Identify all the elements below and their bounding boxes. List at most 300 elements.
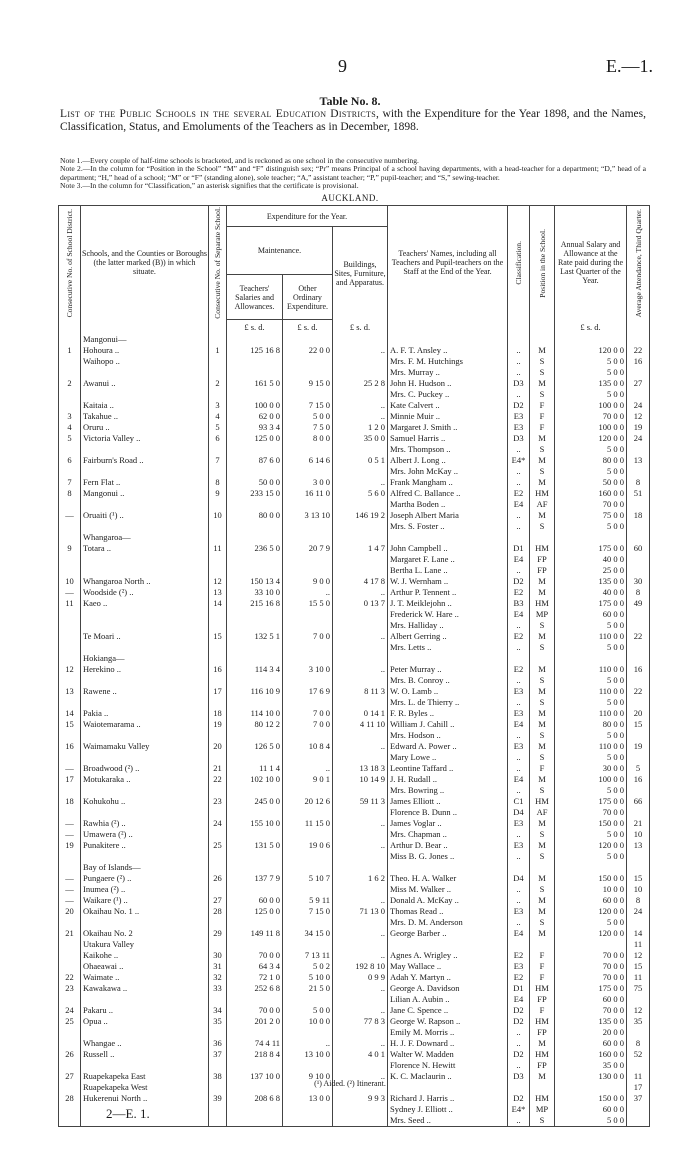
table-row (59, 389, 650, 400)
signature-mark: 2—E. 1. (106, 1106, 150, 1121)
cell-salaries (227, 620, 283, 631)
cell-salaries: 114 10 0 (227, 708, 283, 719)
cell-other-expenditure (283, 1027, 333, 1038)
cell-separate-no: 16 (209, 664, 227, 675)
cell-other-expenditure (283, 1115, 333, 1127)
page-header (0, 56, 700, 80)
cell-other-expenditure: 7 0 0 (283, 719, 333, 730)
cell-school-name: Kaikohe .. (81, 950, 209, 961)
cell-district-no: 11 (59, 598, 81, 609)
cell-annual-salary: 110 0 0 (555, 686, 627, 697)
cell-district-no: 5 (59, 433, 81, 444)
cell-salaries (227, 1060, 283, 1071)
cell-other-expenditure: 5 0 0 (283, 411, 333, 422)
cell-attendance (627, 521, 650, 532)
cell-district-no (59, 961, 81, 972)
cell-position: M (530, 873, 555, 884)
cell-other-expenditure (283, 807, 333, 818)
cell-teacher-name: Emily M. Morris .. (388, 1027, 508, 1038)
cell-other-expenditure (283, 884, 333, 895)
cell-position: M (530, 686, 555, 697)
cell-district-no: 8 (59, 488, 81, 499)
cell-annual-salary: 5 0 0 (555, 917, 627, 928)
cell-salaries (227, 862, 283, 873)
cell-salaries (227, 939, 283, 950)
table-row (59, 961, 650, 972)
cell-other-expenditure: 5 9 11 (283, 895, 333, 906)
cell-buildings: 35 0 0 (333, 433, 388, 444)
cell-other-expenditure: 5 0 2 (283, 961, 333, 972)
cell-attendance: 19 (627, 741, 650, 752)
cell-separate-no: 20 (209, 741, 227, 752)
cell-classification: .. (508, 895, 530, 906)
cell-separate-no (209, 675, 227, 686)
cell-position: F (530, 972, 555, 983)
cell-attendance (627, 785, 650, 796)
cell-separate-no: 18 (209, 708, 227, 719)
cell-attendance: 21 (627, 818, 650, 829)
cell-annual-salary (555, 532, 627, 543)
cell-separate-no (209, 1115, 227, 1127)
cell-teacher-name: George Barber .. (388, 928, 508, 939)
cell-attendance: 22 (627, 631, 650, 642)
cell-other-expenditure (283, 994, 333, 1005)
cell-district-no: 28 (59, 1093, 81, 1104)
cell-other-expenditure: 7 13 11 (283, 950, 333, 961)
cell-attendance: 10 (627, 829, 650, 840)
cell-other-expenditure: 22 0 0 (283, 345, 333, 356)
cell-school-name (81, 917, 209, 928)
cell-classification: .. (508, 389, 530, 400)
cell-teacher-name: H. J. F. Downard .. (388, 1038, 508, 1049)
cell-teacher-name (388, 939, 508, 950)
cell-classification (508, 653, 530, 664)
table-row (59, 587, 650, 598)
cell-attendance: 15 (627, 961, 650, 972)
cell-school-name: Okaihau No. 1 .. (81, 906, 209, 917)
cell-teacher-name: K. C. Maclaurin .. (388, 1071, 508, 1082)
cell-attendance (627, 389, 650, 400)
cell-classification: .. (508, 521, 530, 532)
cell-annual-salary: 175 0 0 (555, 543, 627, 554)
cell-classification: E2 (508, 972, 530, 983)
cell-other-expenditure (283, 829, 333, 840)
cell-separate-no: 8 (209, 477, 227, 488)
cell-school-name: Bay of Islands— (81, 862, 209, 873)
cell-salaries (227, 642, 283, 653)
cell-attendance (627, 1060, 650, 1071)
cell-annual-salary: 25 0 0 (555, 565, 627, 576)
cell-district-no: — (59, 763, 81, 774)
table-row (59, 1049, 650, 1060)
cell-school-name (81, 521, 209, 532)
col-attendance: Average Attendance, Third Quarter. (627, 206, 650, 320)
cell-salaries (227, 829, 283, 840)
cell-annual-salary: 5 0 0 (555, 829, 627, 840)
cell-teacher-name: Florence N. Hewitt (388, 1060, 508, 1071)
cell-school-name (81, 620, 209, 631)
cell-separate-no (209, 466, 227, 477)
table-row (59, 543, 650, 554)
cell-separate-no (209, 807, 227, 818)
cell-salaries: 80 12 2 (227, 719, 283, 730)
cell-separate-no (209, 554, 227, 565)
cell-salaries: 64 3 4 (227, 961, 283, 972)
cell-annual-salary (555, 939, 627, 950)
cell-classification: .. (508, 1038, 530, 1049)
cell-separate-no (209, 829, 227, 840)
table-row (59, 851, 650, 862)
cell-classification: .. (508, 785, 530, 796)
table-body (59, 320, 650, 1127)
table-row (59, 466, 650, 477)
cell-attendance: 27 (627, 378, 650, 389)
cell-teacher-name: Frank Mangham .. (388, 477, 508, 488)
cell-school-name: Takahue .. (81, 411, 209, 422)
cell-teacher-name: George A. Davidson (388, 983, 508, 994)
cell-salaries: 102 10 0 (227, 774, 283, 785)
table-row (59, 1005, 650, 1016)
cell-annual-salary: 130 0 0 (555, 1071, 627, 1082)
cell-attendance: 22 (627, 345, 650, 356)
cell-separate-no (209, 851, 227, 862)
col-other: Other Ordinary Expenditure. (283, 275, 333, 320)
cell-attendance (627, 653, 650, 664)
cell-other-expenditure (283, 444, 333, 455)
cell-classification: E3 (508, 422, 530, 433)
cell-classification: E2 (508, 587, 530, 598)
cell-classification: E4 (508, 994, 530, 1005)
cell-other-expenditure (283, 1104, 333, 1115)
cell-other-expenditure: 9 15 0 (283, 378, 333, 389)
cell-district-no (59, 631, 81, 642)
cell-school-name: Pakia .. (81, 708, 209, 719)
cell-position: F (530, 400, 555, 411)
table-row (59, 730, 650, 741)
cell-position: M (530, 587, 555, 598)
cell-district-no: 9 (59, 543, 81, 554)
cell-district-no: — (59, 873, 81, 884)
cell-buildings: 77 8 3 (333, 1016, 388, 1027)
cell-attendance: 37 (627, 1093, 650, 1104)
cell-salaries: 11 1 4 (227, 763, 283, 774)
cell-school-name: Totara .. (81, 543, 209, 554)
cell-attendance (627, 444, 650, 455)
cell-classification: .. (508, 752, 530, 763)
cell-position (530, 653, 555, 664)
cell-salaries (227, 785, 283, 796)
cell-school-name (81, 444, 209, 455)
cell-teacher-name: Mrs. Murray .. (388, 367, 508, 378)
cell-separate-no: 4 (209, 411, 227, 422)
cell-other-expenditure: 9 0 1 (283, 774, 333, 785)
cell-position: S (530, 829, 555, 840)
cell-annual-salary: 110 0 0 (555, 631, 627, 642)
cell-annual-salary: 80 0 0 (555, 719, 627, 730)
cell-buildings: .. (333, 411, 388, 422)
cell-school-name: Whangaroa— (81, 532, 209, 543)
table-row (59, 1016, 650, 1027)
cell-buildings: .. (333, 1038, 388, 1049)
cell-separate-no: 13 (209, 587, 227, 598)
cell-teacher-name: Arthur P. Tennent .. (388, 587, 508, 598)
cell-separate-no: 15 (209, 631, 227, 642)
cell-school-name (81, 554, 209, 565)
table-row (59, 444, 650, 455)
col-district-no: Consecutive No. of School District. (59, 206, 81, 320)
cell-attendance: 66 (627, 796, 650, 807)
cell-position: F (530, 411, 555, 422)
cell-attendance: 13 (627, 455, 650, 466)
cell-school-name: Broadwood (²) .. (81, 763, 209, 774)
cell-district-no (59, 862, 81, 873)
cell-school-name: Hokianga— (81, 653, 209, 664)
cell-teacher-name: Edward A. Power .. (388, 741, 508, 752)
cell-teacher-name: William J. Cahill .. (388, 719, 508, 730)
cell-attendance: 15 (627, 873, 650, 884)
cell-attendance: 16 (627, 774, 650, 785)
cell-district-no: 17 (59, 774, 81, 785)
cell-district-no (59, 1038, 81, 1049)
cell-school-name: Waikare (¹) .. (81, 895, 209, 906)
cell-buildings: 0 9 9 (333, 972, 388, 983)
cell-buildings: 59 11 3 (333, 796, 388, 807)
cell-classification: .. (508, 444, 530, 455)
cell-attendance: 12 (627, 1005, 650, 1016)
cell-classification: .. (508, 851, 530, 862)
cell-attendance: 16 (627, 664, 650, 675)
cell-separate-no (209, 356, 227, 367)
cell-buildings: .. (333, 345, 388, 356)
cell-separate-no: 11 (209, 543, 227, 554)
cell-salaries: 215 16 8 (227, 598, 283, 609)
cell-annual-salary: 60 0 0 (555, 895, 627, 906)
cell-position: M (530, 378, 555, 389)
cell-teacher-name: Sydney J. Elliott .. (388, 1104, 508, 1115)
cell-school-name (81, 752, 209, 763)
cell-annual-salary: 5 0 0 (555, 642, 627, 653)
cell-annual-salary: 110 0 0 (555, 708, 627, 719)
cell-separate-no: 33 (209, 983, 227, 994)
cell-teacher-name: Adah Y. Martyn .. (388, 972, 508, 983)
table-row (59, 917, 650, 928)
cell-other-expenditure (283, 389, 333, 400)
cell-teacher-name: Leontine Taffard .. (388, 763, 508, 774)
cell-district-no (59, 939, 81, 950)
cell-position: M (530, 741, 555, 752)
footnote: (¹) Aided. (²) Itinerant. (314, 1079, 386, 1088)
table-row (59, 1038, 650, 1049)
cell-attendance (627, 917, 650, 928)
table-row (59, 884, 650, 895)
cell-attendance: 8 (627, 587, 650, 598)
cell-teacher-name: Mrs. Thompson .. (388, 444, 508, 455)
cell-other-expenditure (283, 532, 333, 543)
cell-attendance: 12 (627, 950, 650, 961)
cell-teacher-name: James Voglar .. (388, 818, 508, 829)
cell-other-expenditure: 5 0 0 (283, 1005, 333, 1016)
cell-other-expenditure (283, 499, 333, 510)
table-row (59, 356, 650, 367)
cell-buildings: 4 0 1 (333, 1049, 388, 1060)
cell-teacher-name: J. T. Meiklejohn .. (388, 598, 508, 609)
cell-teacher-name: Albert J. Long .. (388, 455, 508, 466)
cell-district-no: 1 (59, 345, 81, 356)
cell-classification: D3 (508, 433, 530, 444)
cell-district-no: 4 (59, 422, 81, 433)
cell-annual-salary: 175 0 0 (555, 983, 627, 994)
cell-attendance: 20 (627, 708, 650, 719)
cell-salaries: 201 2 0 (227, 1016, 283, 1027)
cell-annual-salary: 135 0 0 (555, 576, 627, 587)
table-row (59, 1060, 650, 1071)
cell-school-name (81, 785, 209, 796)
table-row (59, 686, 650, 697)
cell-district-no (59, 675, 81, 686)
cell-attendance: 24 (627, 906, 650, 917)
cell-annual-salary: 135 0 0 (555, 1016, 627, 1027)
cell-teacher-name: Mrs. Hodson .. (388, 730, 508, 741)
cell-separate-no: 21 (209, 763, 227, 774)
table-row (59, 763, 650, 774)
cell-other-expenditure (283, 917, 333, 928)
cell-buildings (333, 675, 388, 686)
cell-buildings (333, 862, 388, 873)
cell-district-no (59, 807, 81, 818)
cell-attendance (627, 554, 650, 565)
cell-annual-salary: 120 0 0 (555, 928, 627, 939)
cell-salaries (227, 499, 283, 510)
cell-school-name (81, 499, 209, 510)
cell-school-name: Motukaraka .. (81, 774, 209, 785)
cell-attendance: 24 (627, 400, 650, 411)
cell-salaries: 70 0 0 (227, 1005, 283, 1016)
cell-position: F (530, 950, 555, 961)
cell-annual-salary: 100 0 0 (555, 422, 627, 433)
cell-buildings (333, 917, 388, 928)
cell-buildings (333, 565, 388, 576)
cell-teacher-name (388, 334, 508, 345)
cell-position: M (530, 1038, 555, 1049)
cell-teacher-name: Thomas Read .. (388, 906, 508, 917)
cell-district-no (59, 642, 81, 653)
cell-teacher-name: Margaret J. Smith .. (388, 422, 508, 433)
col-separate-no: Consecutive No. of Separate School. (209, 206, 227, 320)
cell-separate-no: 10 (209, 510, 227, 521)
cell-position: MP (530, 1104, 555, 1115)
cell-school-name: Fern Flat .. (81, 477, 209, 488)
cell-annual-salary: 120 0 0 (555, 345, 627, 356)
col-annual: Annual Salary and Allowance at the Rate paid during the Last Quarter of the Year. (555, 206, 627, 320)
unit-other: £ s. d. (283, 320, 333, 335)
cell-teacher-name: Mrs. Bowring .. (388, 785, 508, 796)
cell-buildings: 0 14 1 (333, 708, 388, 719)
cell-school-name: Umawera (²) .. (81, 829, 209, 840)
cell-separate-no (209, 367, 227, 378)
cell-annual-salary: 5 0 0 (555, 521, 627, 532)
cell-buildings (333, 1104, 388, 1115)
cell-buildings: .. (333, 928, 388, 939)
cell-position: M (530, 708, 555, 719)
table-row (59, 829, 650, 840)
cell-teacher-name: Mary Lowe .. (388, 752, 508, 763)
cell-other-expenditure: 17 6 9 (283, 686, 333, 697)
cell-salaries: 161 5 0 (227, 378, 283, 389)
cell-other-expenditure: 5 10 0 (283, 972, 333, 983)
cell-attendance (627, 620, 650, 631)
table-row (59, 598, 650, 609)
table-row (59, 906, 650, 917)
cell-buildings (333, 1115, 388, 1127)
cell-district-no: — (59, 895, 81, 906)
cell-district-no (59, 785, 81, 796)
cell-salaries (227, 675, 283, 686)
cell-buildings: 10 14 9 (333, 774, 388, 785)
cell-annual-salary (555, 862, 627, 873)
cell-annual-salary: 50 0 0 (555, 477, 627, 488)
table-row (59, 477, 650, 488)
cell-other-expenditure (283, 752, 333, 763)
cell-annual-salary: 5 0 0 (555, 851, 627, 862)
cell-school-name: Whangaroa North .. (81, 576, 209, 587)
table-row (59, 873, 650, 884)
cell-school-name: Punakitere .. (81, 840, 209, 851)
cell-school-name: Ohaeawai .. (81, 961, 209, 972)
cell-attendance: 52 (627, 1049, 650, 1060)
cell-position: S (530, 444, 555, 455)
cell-position: M (530, 840, 555, 851)
cell-attendance: 11 (627, 1071, 650, 1082)
cell-district-no: 16 (59, 741, 81, 752)
cell-other-expenditure (283, 521, 333, 532)
cell-school-name (81, 807, 209, 818)
cell-teacher-name: Alfred C. Ballance .. (388, 488, 508, 499)
cell-other-expenditure: 13 10 0 (283, 1049, 333, 1060)
cell-position: M (530, 455, 555, 466)
cell-district-no (59, 356, 81, 367)
cell-teacher-name (388, 653, 508, 664)
cell-separate-no (209, 642, 227, 653)
cell-teacher-name (388, 532, 508, 543)
cell-other-expenditure (283, 356, 333, 367)
cell-position: S (530, 356, 555, 367)
cell-annual-salary: 70 0 0 (555, 1005, 627, 1016)
note-item: Note 2.—In the column for “Position in the School” “M” and “F” distinguish sex; “Pr” means Principal of a school having departments, with a head-teacher for a department; “D,” head of a department; “H,” head of a school; “M” or “F” (standing alone), sole teacher; “A,” assistant teacher; “P,” pupil-teacher; and “S,” sewing-teacher. (60, 164, 646, 182)
cell-attendance (627, 499, 650, 510)
cell-annual-salary: 75 0 0 (555, 510, 627, 521)
cell-separate-no (209, 444, 227, 455)
cell-separate-no: 2 (209, 378, 227, 389)
cell-buildings (333, 356, 388, 367)
cell-district-no: 10 (59, 576, 81, 587)
cell-salaries (227, 565, 283, 576)
cell-other-expenditure: 34 15 0 (283, 928, 333, 939)
cell-school-name: Te Moari .. (81, 631, 209, 642)
cell-salaries (227, 917, 283, 928)
table-row (59, 939, 650, 950)
table-row (59, 554, 650, 565)
cell-position: AF (530, 807, 555, 818)
cell-salaries: 233 15 0 (227, 488, 283, 499)
cell-buildings (333, 466, 388, 477)
cell-buildings: 8 11 3 (333, 686, 388, 697)
cell-attendance: 22 (627, 686, 650, 697)
cell-buildings (333, 829, 388, 840)
cell-position: S (530, 697, 555, 708)
cell-position: HM (530, 543, 555, 554)
cell-salaries: 125 0 0 (227, 433, 283, 444)
cell-school-name: Fairburn's Road .. (81, 455, 209, 466)
